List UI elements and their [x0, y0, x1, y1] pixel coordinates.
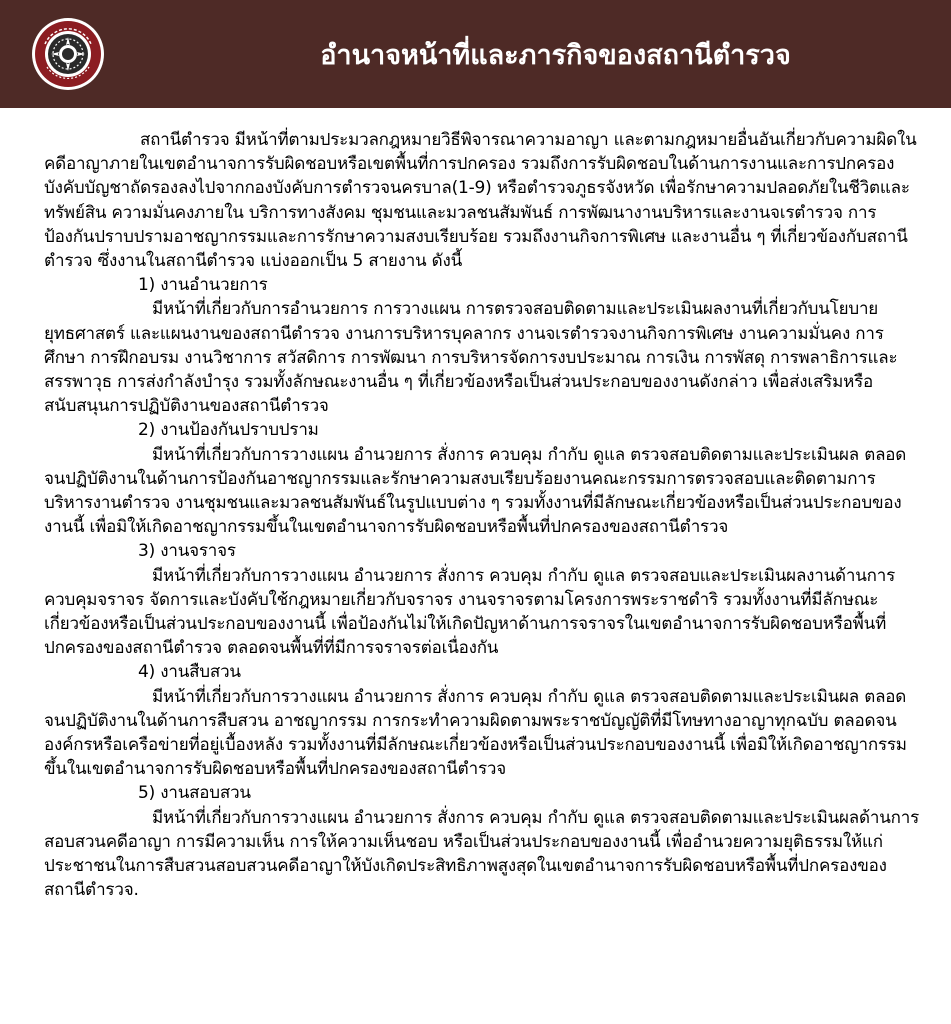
page-title: อำนาจหน้าที่และภารกิจของสถานีตำรวจ	[320, 40, 791, 71]
section-heading-investigation: 4) งานสืบสวน	[138, 662, 241, 683]
section-body-crime-prevention: มีหน้าที่เกี่ยวกับการวางแผน อำนวยการ สั่งการ ควบคุม กำกับ ดูแล ตรวจสอบติดตามและประเมินผล ตลอดจนปฏิบัติงานในด้านการป้องกันอาชญากรรมและรักษาความสงบเรียบร้อยงานคณะกรรมการตรวจสอบและติดตามการบริหารงานตำรวจ งานชุมชนและมวลชนสัมพันธ์ในรูปแบบต่าง ๆ รวมทั้งงานที่มีลักษณะเกี่ยวข้องหรือเป็นส่วนประกอบของงานนี้ เพื่อมิให้เกิดอาชญากรรมขึ้นในเขตอำนาจการรับผิดชอบหรือพื้นที่ปกครองของสถานีตำรวจ	[44, 444, 907, 538]
section-body-investigation: มีหน้าที่เกี่ยวกับการวางแผน อำนวยการ สั่งการ ควบคุม กำกับ ดูแล ตรวจสอบติดตามและประเมินผล ตลอดจนปฏิบัติงานในด้านการสืบสวน อาชญากรรม การกระทำความผิดตามพระราชบัญญัติที่มีโทษทางอาญาทุกฉบับ ตลอดจนองค์กรหรือเครือข่ายที่อยู่เบื้องหลัง รวมทั้งงานที่มีลักษณะเกี่ยวข้องหรือเป็นส่วนประกอบของงานนี้ เพื่อมิให้เกิดอาชญากรรมขึ้นในเขตอำนาจการรับผิดชอบหรือพื้นที่ปกครองของสถานีตำรวจ	[44, 686, 907, 780]
intro-paragraph: สถานีตำรวจ มีหน้าที่ตามประมวลกฎหมายวิธีพิจารณาความอาญา และตามกฎหมายอื่นอันเกี่ยวกับความผิดในคดีอาญาภายในเขตอำนาจการรับผิดชอบหรือเขตพื้นที่การปกครอง รวมถึงการรับผิดชอบในด้านการงานและการปกครองบังคับบัญชาถัดรองลงไปจากกองบังคับการตำรวจนครบาล(1-9) หรือตำรวจภูธรจังหวัด เพื่อรักษาความปลอดภัยในชีวิตและทรัพย์สิน ความมั่นคงภายใน บริการทางสังคม ชุมชนและมวลชนสัมพันธ์ การพัฒนางานบริหารและงานจเรตำรวจ การป้องกันปราบปรามอาชญากรรมและการรักษาความสงบเรียบร้อย รวมถึงงานกิจการพิเศษ และงานอื่น ๆ ที่เกี่ยวข้องกับสถานีตำรวจ ซึ่งงานในสถานีตำรวจ แบ่งออกเป็น 5 สายงาน ดังนี้	[44, 130, 917, 272]
section-heading-crime-prevention: 2) งานป้องกันปราบปราม	[138, 420, 319, 441]
section-body-inquiry: มีหน้าที่เกี่ยวกับการวางแผน อำนวยการ สั่งการ ควบคุม กำกับ ดูแล ตรวจสอบติดตามและประเมินผลด้านการสอบสวนคดีอาญา การมีความเห็น การให้ความเห็นชอบ หรือเป็นส่วนประกอบของงานนี้ เพื่ออำนวยความยุติธรรมให้แก่ประชาชนในการสืบสวนสอบสวนคดีอาญาให้บังเกิดประสิทธิภาพสูงสุดในเขตอำนาจการรับผิดชอบหรือพื้นที่ปกครองของสถานีตำรวจ.	[44, 807, 920, 901]
royal-thai-police-emblem-icon	[31, 17, 105, 91]
section-heading-administration: 1) งานอำนวยการ	[138, 275, 268, 296]
section-body-traffic: มีหน้าที่เกี่ยวกับการวางแผน อำนวยการ สั่งการ ควบคุม กำกับ ดูแล ตรวจสอบและประเมินผลงานด้านการควบคุมจราจร จัดการและบังคับใช้กฎหมายเกี่ยวกับจราจร งานจราจรตามโครงการพระราชดำริ รวมทั้งงานที่มีลักษณะเกี่ยวข้องหรือเป็นส่วนประกอบของงานนี้ เพื่อป้องกันไม่ให้เกิดปัญหาด้านการจราจรในเขตอำนาจการรับผิดชอบหรือพื้นที่ปกครองของสถานีตำรวจ ตลอดจนพื้นที่ที่มีการจราจรต่อเนื่องกัน	[44, 565, 896, 659]
document-body	[44, 128, 919, 903]
page-header	[0, 0, 951, 108]
section-heading-traffic: 3) งานจราจร	[138, 541, 236, 562]
section-heading-inquiry: 5) งานสอบสวน	[138, 783, 251, 804]
section-body-administration: มีหน้าที่เกี่ยวกับการอำนวยการ การวางแผน การตรวจสอบติดตามและประเมินผลงานที่เกี่ยวกับนโยบาย ยุทธศาสตร์ และแผนงานของสถานีตำรวจ งานการบริหารบุคลากร งานจเรตำรวจงานกิจการพิเศษ งานความมั่นคง การศึกษา การฝึกอบรม งานวิชาการ สวัสดิการ การพัฒนา การบริหารจัดการงบประมาณ การเงิน การพัสดุ การพลาธิการและสรรพาวุธ การส่งกำลังบำรุง รวมทั้งลักษณะงานอื่น ๆ ที่เกี่ยวข้องหรือเป็นส่วนประกอบของงานดังกล่าว เพื่อส่งเสริมหรือสนับสนุนการปฏิบัติงานของสถานีตำรวจ	[44, 299, 898, 417]
